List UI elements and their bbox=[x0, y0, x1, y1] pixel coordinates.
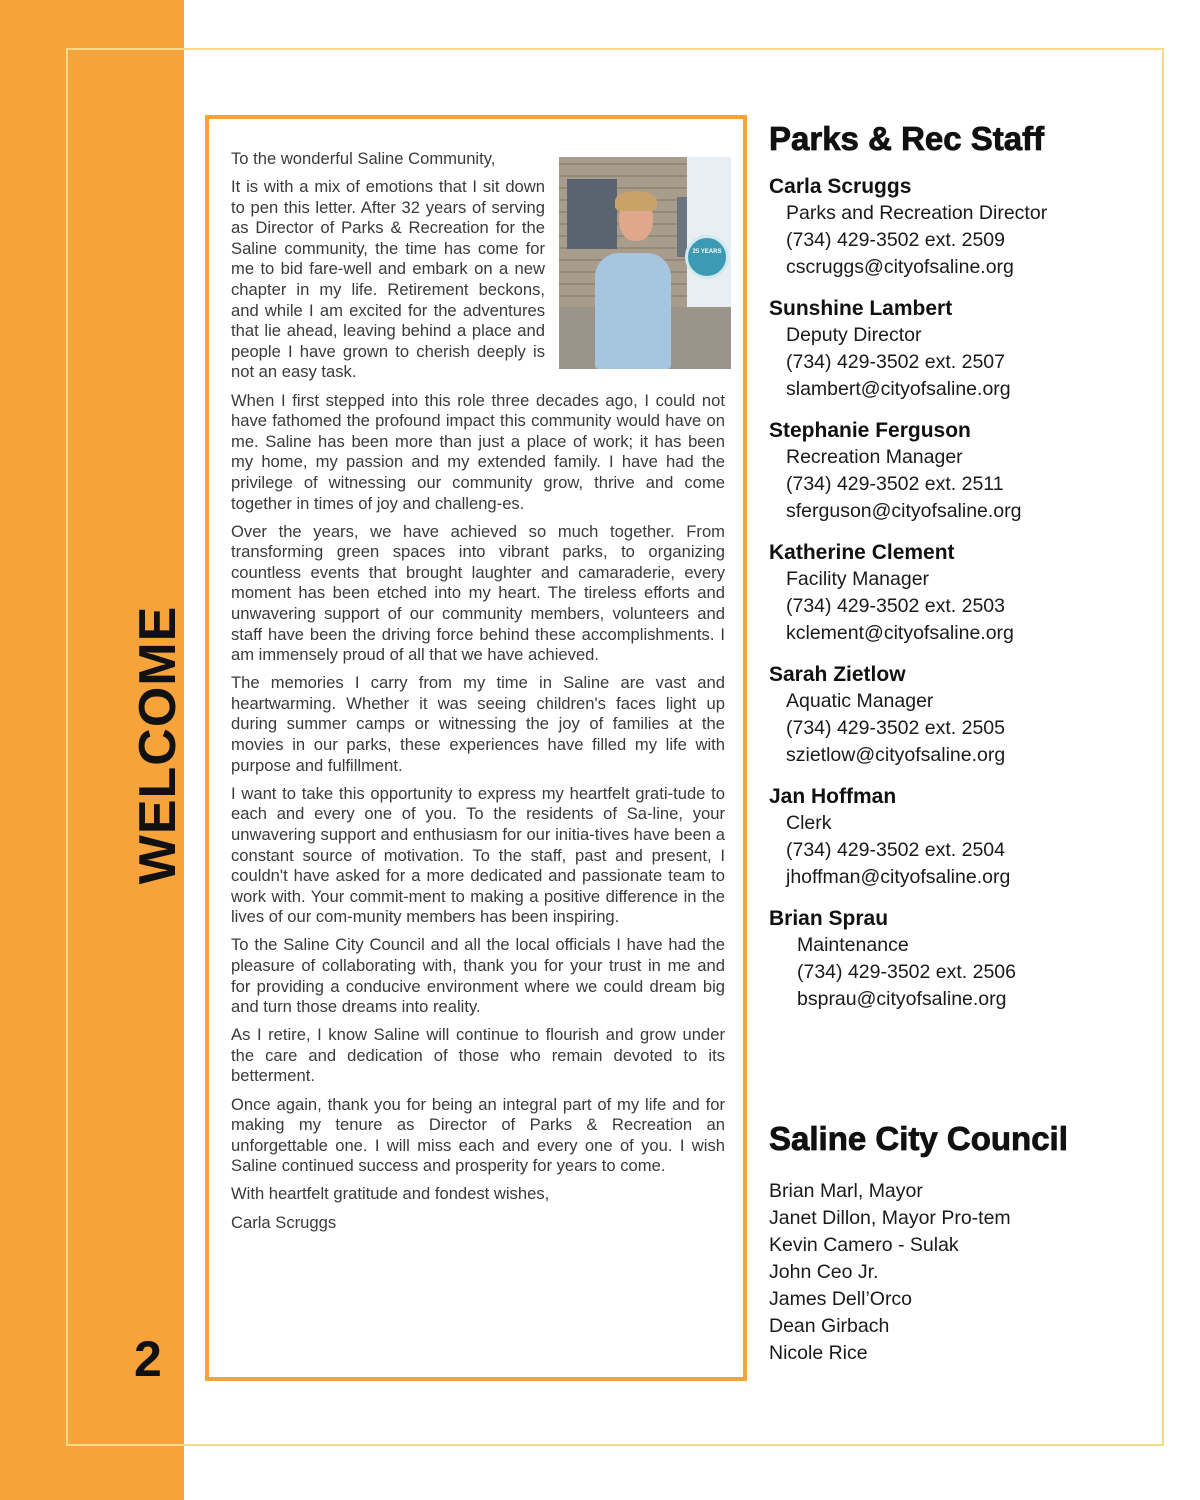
council-member: Kevin Camero - Sulak bbox=[769, 1234, 959, 1256]
staff-directory bbox=[769, 120, 1169, 1013]
letter-paragraph: The memories I carry from my time in Saline are vast and heartwarming. Whether it was seeing children's faces light up during summer camps or witnessing the joy of families at the movies in our parks, these experiences have filled my life with purpose and fulfillment. bbox=[231, 673, 725, 775]
staff-phone: (734) 429-3502 ext. 2504 bbox=[786, 839, 1005, 861]
council-member: Janet Dillon, Mayor Pro-tem bbox=[769, 1207, 1011, 1229]
council-member: James Dell’Orco bbox=[769, 1288, 913, 1310]
anniversary-badge-text: 25 YEARS bbox=[692, 249, 722, 255]
section-side-title: WELCOME bbox=[129, 605, 187, 885]
staff-member bbox=[769, 905, 1169, 1013]
letter-body bbox=[231, 149, 725, 1241]
letter-paragraph: I want to take this opportunity to express my heartfelt grati-tude to each and every one of you. To the residents of Sa-line, your unwavering support and enthusiasm for our initia-tives have been a constant source of motivation. To the staff, past and present, I couldn't have asked for a more dedicated and passionate team to work with. Your commit-ment to making a positive difference in the lives of our com-munity members has been inspiring. bbox=[231, 783, 725, 927]
staff-phone: (734) 429-3502 ext. 2509 bbox=[786, 229, 1005, 251]
council-list bbox=[769, 1178, 1169, 1367]
letter-paragraph: It is with a mix of emotions that I sit down to pen this letter. After 32 years of serving as Director of Parks & Recreation for the Saline community, the time has come for me to bid fare-well and embark on a new chapter in my life. Retirement beckons, and while I am excited for the adventures that lie ahead, leaving behind a place and people I have grown to cherish deeply is not an easy task. bbox=[231, 177, 545, 382]
director-photo bbox=[559, 157, 731, 369]
letter-paragraph: Once again, thank you for being an integral part of my life and for making my tenure as Director of Parks & Recreation an unforgettable one. I will miss each and every one of you. I wish Saline continued success and prosperity for years to come. bbox=[231, 1094, 725, 1176]
staff-role: Recreation Manager bbox=[786, 446, 963, 468]
staff-email: sferguson@cityofsaline.org bbox=[786, 500, 1022, 522]
staff-member bbox=[769, 173, 1169, 281]
staff-role: Deputy Director bbox=[786, 324, 922, 346]
staff-role: Aquatic Manager bbox=[786, 690, 934, 712]
staff-name: Jan Hoffman bbox=[769, 785, 897, 808]
letter-closing: With heartfelt gratitude and fondest wishes, bbox=[231, 1184, 550, 1204]
staff-member bbox=[769, 661, 1169, 769]
staff-email: bsprau@cityofsaline.org bbox=[797, 988, 1007, 1010]
council-member: John Ceo Jr. bbox=[769, 1261, 879, 1283]
letter-signature: Carla Scruggs bbox=[231, 1212, 337, 1232]
staff-member bbox=[769, 295, 1169, 403]
staff-phone: (734) 429-3502 ext. 2506 bbox=[797, 961, 1016, 983]
staff-name: Sarah Zietlow bbox=[769, 663, 906, 686]
letter-paragraph: To the Saline City Council and all the local officials I have had the pleasure of collaborating with, thank you for your trust in me and for providing a conducive environment where we could dream big and turn those dreams into reality. bbox=[231, 935, 725, 1017]
staff-name: Stephanie Ferguson bbox=[769, 419, 971, 442]
staff-role: Clerk bbox=[786, 812, 832, 834]
staff-email: cscruggs@cityofsaline.org bbox=[786, 256, 1014, 278]
staff-email: slambert@cityofsaline.org bbox=[786, 378, 1011, 400]
staff-phone: (734) 429-3502 ext. 2503 bbox=[786, 595, 1005, 617]
staff-email: kclement@cityofsaline.org bbox=[786, 622, 1014, 644]
staff-name: Brian Sprau bbox=[769, 907, 889, 930]
council-member: Nicole Rice bbox=[769, 1342, 868, 1364]
staff-role: Maintenance bbox=[797, 934, 909, 956]
staff-phone: (734) 429-3502 ext. 2511 bbox=[786, 473, 1004, 495]
letter-paragraph: When I first stepped into this role three decades ago, I could not have fathomed the profound impact this community would have on me. Saline has been more than just a place of work; it has been my home, my passion and my extended family. I have had the privilege of witnessing our community grow, thrive and come together in times of joy and challeng-es. bbox=[231, 390, 725, 513]
letter-paragraph: As I retire, I know Saline will continue to flourish and grow under the care and dedication of those who remain devoted to its betterment. bbox=[231, 1025, 725, 1086]
staff-role: Parks and Recreation Director bbox=[786, 202, 1048, 224]
staff-phone: (734) 429-3502 ext. 2507 bbox=[786, 351, 1005, 373]
staff-section-title: Parks & Rec Staff bbox=[769, 120, 1045, 157]
staff-member bbox=[769, 783, 1169, 891]
letter-paragraph: Over the years, we have achieved so much together. From transforming green spaces into vibrant parks, to organizing countless events that brought laughter and camaraderie, every moment has been etched into my heart. The tireless efforts and unwavering support of our community members, volunteers and staff have been the driving force behind these accomplishments. I am immensely proud of all that we have achieved. bbox=[231, 521, 725, 665]
staff-email: jhoffman@cityofsaline.org bbox=[786, 866, 1011, 888]
welcome-letter bbox=[205, 115, 747, 1381]
staff-phone: (734) 429-3502 ext. 2505 bbox=[786, 717, 1005, 739]
letter-greeting: To the wonderful Saline Community, bbox=[231, 149, 496, 168]
staff-name: Carla Scruggs bbox=[769, 175, 912, 198]
staff-email: szietlow@cityofsaline.org bbox=[786, 744, 1006, 766]
staff-name: Sunshine Lambert bbox=[769, 297, 953, 320]
staff-member bbox=[769, 417, 1169, 525]
staff-name: Katherine Clement bbox=[769, 541, 955, 564]
staff-role: Facility Manager bbox=[786, 568, 930, 590]
page-number: 2 bbox=[134, 1331, 162, 1387]
staff-member bbox=[769, 539, 1169, 647]
city-council bbox=[769, 1120, 1169, 1367]
council-member: Dean Girbach bbox=[769, 1315, 890, 1337]
anniversary-badge-icon bbox=[685, 235, 729, 279]
council-member: Brian Marl, Mayor bbox=[769, 1180, 923, 1202]
council-section-title: Saline City Council bbox=[769, 1120, 1068, 1157]
